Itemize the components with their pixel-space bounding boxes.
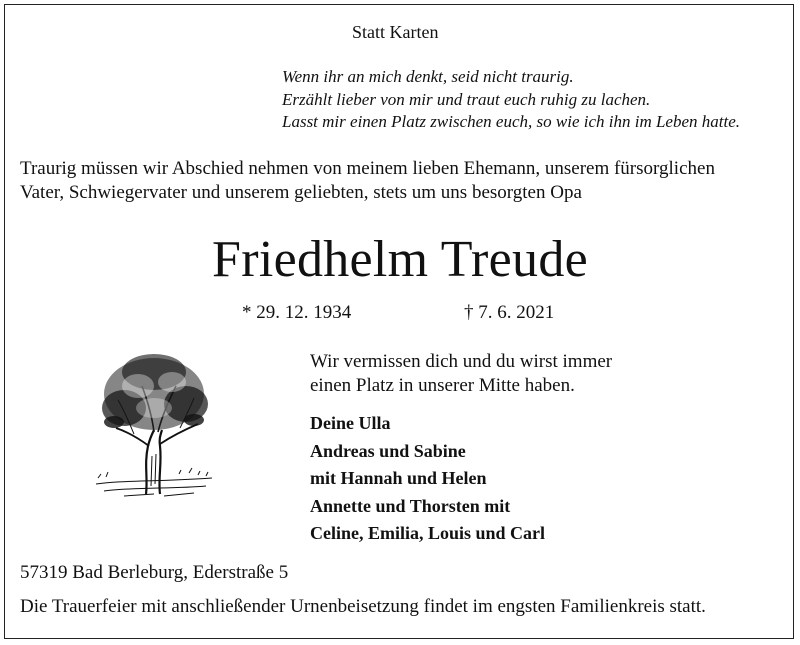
intro-line: Vater, Schwiegervater und unserem geliebten, stets um uns besorgten Opa — [20, 182, 582, 203]
poem-line: Wenn ihr an mich denkt, seid nicht traurig. — [282, 67, 574, 86]
address: 57319 Bad Berleburg, Ederstraße 5 — [20, 562, 289, 583]
poem — [282, 66, 740, 134]
deceased-name: Friedhelm Treude — [211, 231, 588, 288]
birth-date: * 29. 12. 1934 — [242, 302, 352, 323]
death-date: † 7. 6. 2021 — [464, 302, 555, 323]
tree-illustration — [94, 346, 214, 506]
header-statt-karten: Statt Karten — [352, 22, 439, 42]
family-line: Deine Ulla — [310, 413, 391, 433]
family-line: mit Hannah und Helen — [310, 468, 487, 488]
family-line: Annette und Thorsten mit — [310, 495, 511, 516]
remembrance-line: Wir vermissen dich und du wirst immer — [310, 351, 613, 372]
poem-line: Erzählt lieber von mir und traut euch ruhig zu lachen. — [282, 89, 651, 109]
poem-line: Lasst mir einen Platz zwischen euch, so wie ich ihn im Leben hatte. — [282, 112, 741, 131]
family-signatures — [310, 410, 545, 548]
service-info: Die Trauerfeier mit anschließender Urnenbeisetzung findet im engsten Familienkreis statt. — [20, 596, 706, 617]
intro-line: Traurig müssen wir Abschied nehmen von meinem lieben Ehemann, unserem fürsorglichen — [20, 158, 715, 179]
family-line: Andreas und Sabine — [310, 440, 466, 461]
remembrance-text — [310, 350, 612, 398]
family-line: Celine, Emilia, Louis und Carl — [310, 523, 546, 543]
remembrance-line: einen Platz in unserer Mitte haben. — [310, 375, 575, 396]
intro-text — [20, 157, 715, 205]
